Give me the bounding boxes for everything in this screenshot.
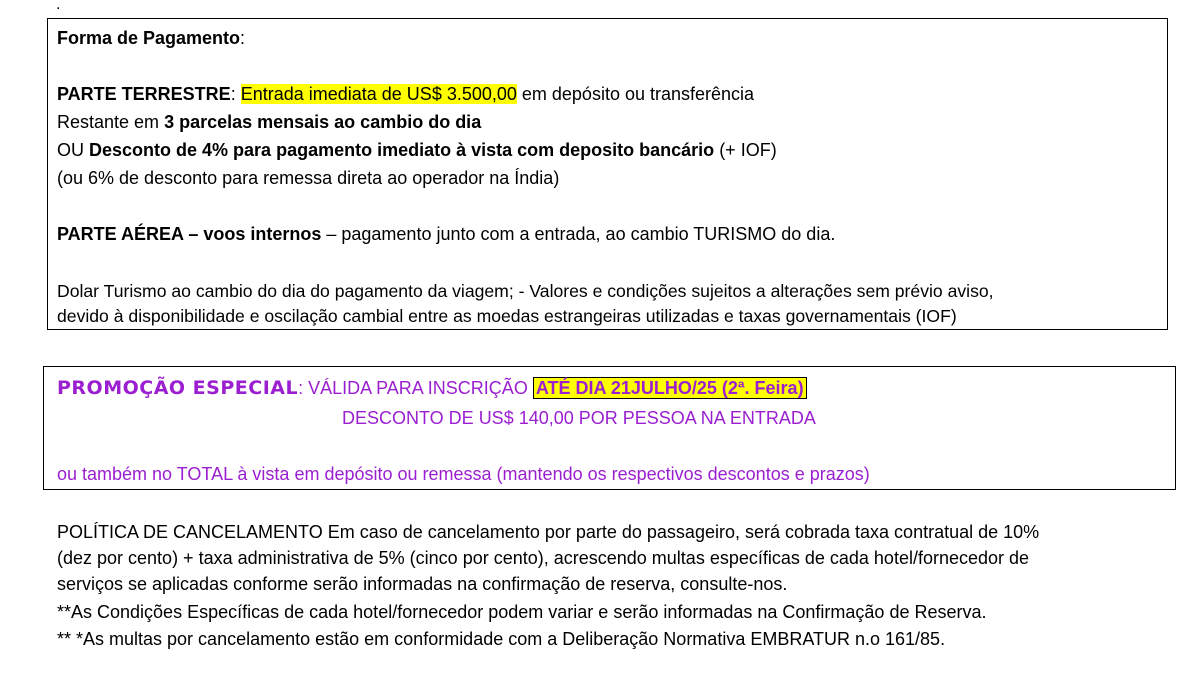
ou-pre: OU <box>57 140 90 160</box>
restante-pre: Restante em <box>57 112 165 132</box>
terrestre-highlight: Entrada imediata de US$ 3.500,00 <box>240 84 517 104</box>
policy-line-1: POLÍTICA DE CANCELAMENTO Em caso de cancelamento por parte do passageiro, será cobrada taxa contratual de 10% <box>57 522 1040 542</box>
promo-valida: : VÁLIDA PARA INSCRIÇÃO <box>298 378 533 398</box>
aerea-bold: PARTE AÉREA – voos internos <box>57 224 322 244</box>
dolar-line-2: devido à disponibilidade e oscilação cambial entre as moedas estrangeiras utilizadas e taxas governamentais (IOF) <box>57 306 957 326</box>
terrestre-colon: : <box>230 84 241 104</box>
ou-rest: (+ IOF) <box>714 140 777 160</box>
policy-line-2: (dez por cento) + taxa administrativa de 5% (cinco por cento), acrescendo multas específicas de cada hotel/fornecedor de <box>57 548 1030 568</box>
top-dot: . <box>56 0 61 13</box>
terrestre-label: PARTE TERRESTRE <box>57 84 231 104</box>
policy-line-3: serviços se aplicadas conforme serão informadas na confirmação de reserva, consulte-nos. <box>57 574 788 594</box>
payment-title-colon: : <box>240 28 246 48</box>
remessa-line: (ou 6% de desconto para remessa direta ao operador na Índia) <box>57 168 560 188</box>
policy-line-5: ** *As multas por cancelamento estão em conformidade com a Deliberação Normativa EMBRATUR n.o 161/85. <box>57 629 946 649</box>
terrestre-rest: em depósito ou transferência <box>516 84 755 104</box>
aerea-rest: – pagamento junto com a entrada, ao cambio TURISMO do dia. <box>321 224 836 244</box>
terrestre-line <box>57 82 754 106</box>
ou-line <box>57 138 777 162</box>
ou-bold: Desconto de 4% para pagamento imediato à vista com deposito bancário <box>89 140 715 160</box>
policy-line-4: **As Condições Específicas de cada hotel/fornecedor podem variar e serão informadas na Confirmação de Reserva. <box>57 602 987 622</box>
dolar-line-1: Dolar Turismo ao cambio do dia do pagamento da viagem; - Valores e condições sujeitos a alterações sem prévio aviso, <box>57 281 994 301</box>
promo-total: ou também no TOTAL à vista em depósito ou remessa (mantendo os respectivos descontos e prazos) <box>57 464 870 484</box>
payment-title <box>57 26 245 50</box>
promo-deadline: ATÉ DIA 21JULHO/25 (2ª. Feira) <box>533 377 807 399</box>
promo-line <box>57 376 807 400</box>
restante-line <box>57 110 481 134</box>
payment-title-text: Forma de Pagamento <box>57 28 241 48</box>
promo-title: PROMOÇÃO ESPECIAL <box>57 377 299 399</box>
promo-desconto: DESCONTO DE US$ 140,00 POR PESSOA NA ENTRADA <box>342 408 816 428</box>
aerea-line <box>57 222 835 246</box>
restante-bold: 3 parcelas mensais ao cambio do dia <box>164 112 482 132</box>
